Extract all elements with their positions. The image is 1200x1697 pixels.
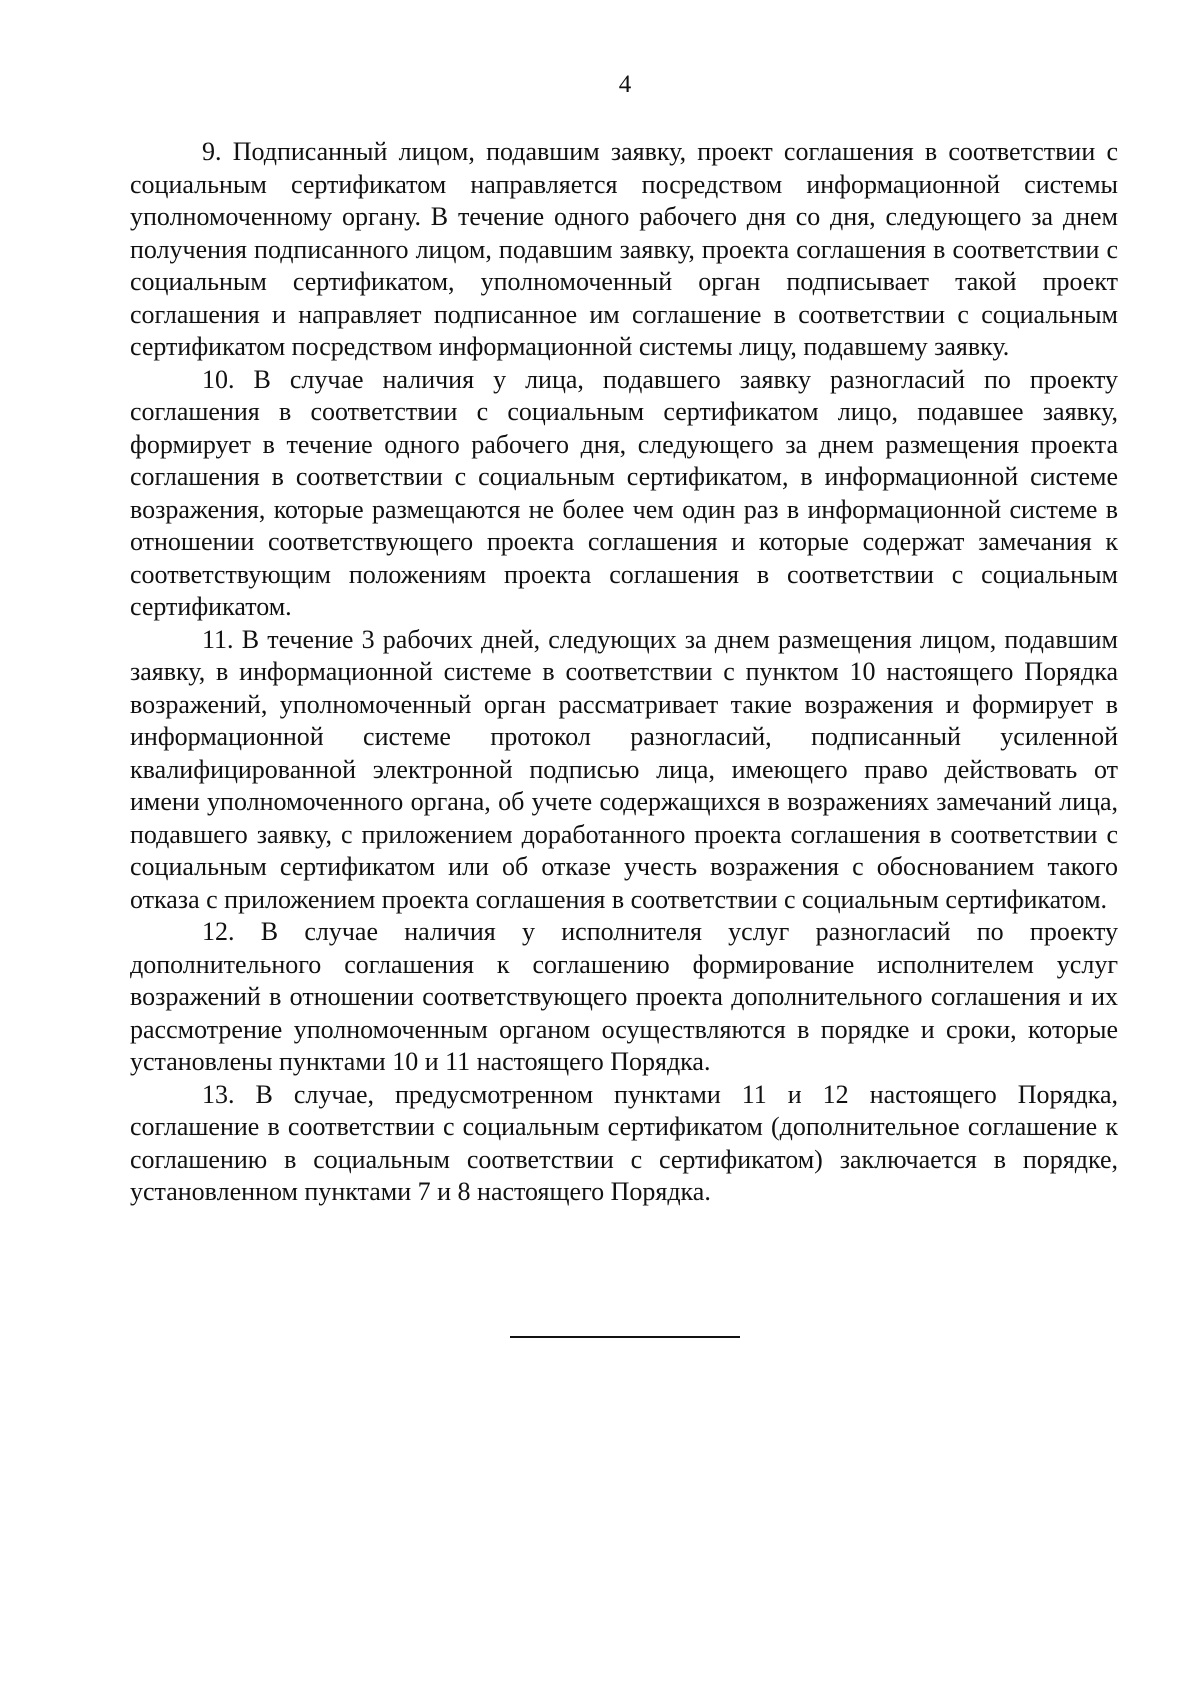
paragraph-13: 13. В случае, предусмотренном пунктами 11 и 12 настоящего Порядка, соглашение в соответствии с социальным сертификатом (дополнительное соглашение к соглашению в социальным соответствии с сертификатом) заключается в порядке, установленном пунктами 7 и 8 настоящего Порядка. (130, 1079, 1118, 1206)
paragraph-9: 9. Подписанный лицом, подавшим заявку, проект соглашения в соответствии с социальным сертификатом направляется посредством информационной системы уполномоченному органу. В течение одного рабочего дня со дня, следующего за днем получения подписанного лицом, подавшим заявку, проекта соглашения в соответствии с социальным сертификатом, уполномоченный орган подписывает такой проект соглашения и направляет подписанное им соглашение в соответствии с социальным сертификатом посредством информационной системы лицу, подавшему заявку. (130, 137, 1118, 361)
page-number: 4 (618, 71, 632, 98)
paragraph-12: 12. В случае наличия у исполнителя услуг разногласий по проекту дополнительного соглашения к соглашению формирование исполнителем услуг возражений в отношении соответствующего проекта дополнительного соглашения и их рассмотрение уполномоченным органом осуществляются в порядке и сроки, которые установлены пунктами 10 и 11 настоящего Порядка. (130, 917, 1118, 1076)
end-separator-line (510, 1336, 740, 1338)
body-text (130, 136, 1118, 1209)
paragraph-10: 10. В случае наличия у лица, подавшего заявку разногласий по проекту соглашения в соответствии с социальным сертификатом лицо, подавшее заявку, формирует в течение одного рабочего дня, следующего за днем размещения проекта соглашения в соответствии с социальным сертификатом, в информационной системе возражения, которые размещаются не более чем один раз в информационной системе в отношении соответствующего проекта соглашения и которые содержат замечания к соответствующим положениям проекта соглашения в соответствии с социальным сертификатом. (130, 364, 1118, 621)
paragraph-11: 11. В течение 3 рабочих дней, следующих за днем размещения лицом, подавшим заявку, в информационной системе в соответствии с пунктом 10 настоящего Порядка возражений, уполномоченный орган рассматривает такие возражения и формирует в информационной системе протокол разногласий, подписанный усиленной квалифицированной электронной подписью лица, имеющего право действовать от имени уполномоченного органа, об учете содержащихся в возражениях замечаний лица, подавшего заявку, с приложением доработанного проекта соглашения в соответствии с социальным сертификатом или об отказе учесть возражения с обоснованием такого отказа с приложением проекта соглашения в соответствии с социальным сертификатом. (130, 624, 1118, 914)
